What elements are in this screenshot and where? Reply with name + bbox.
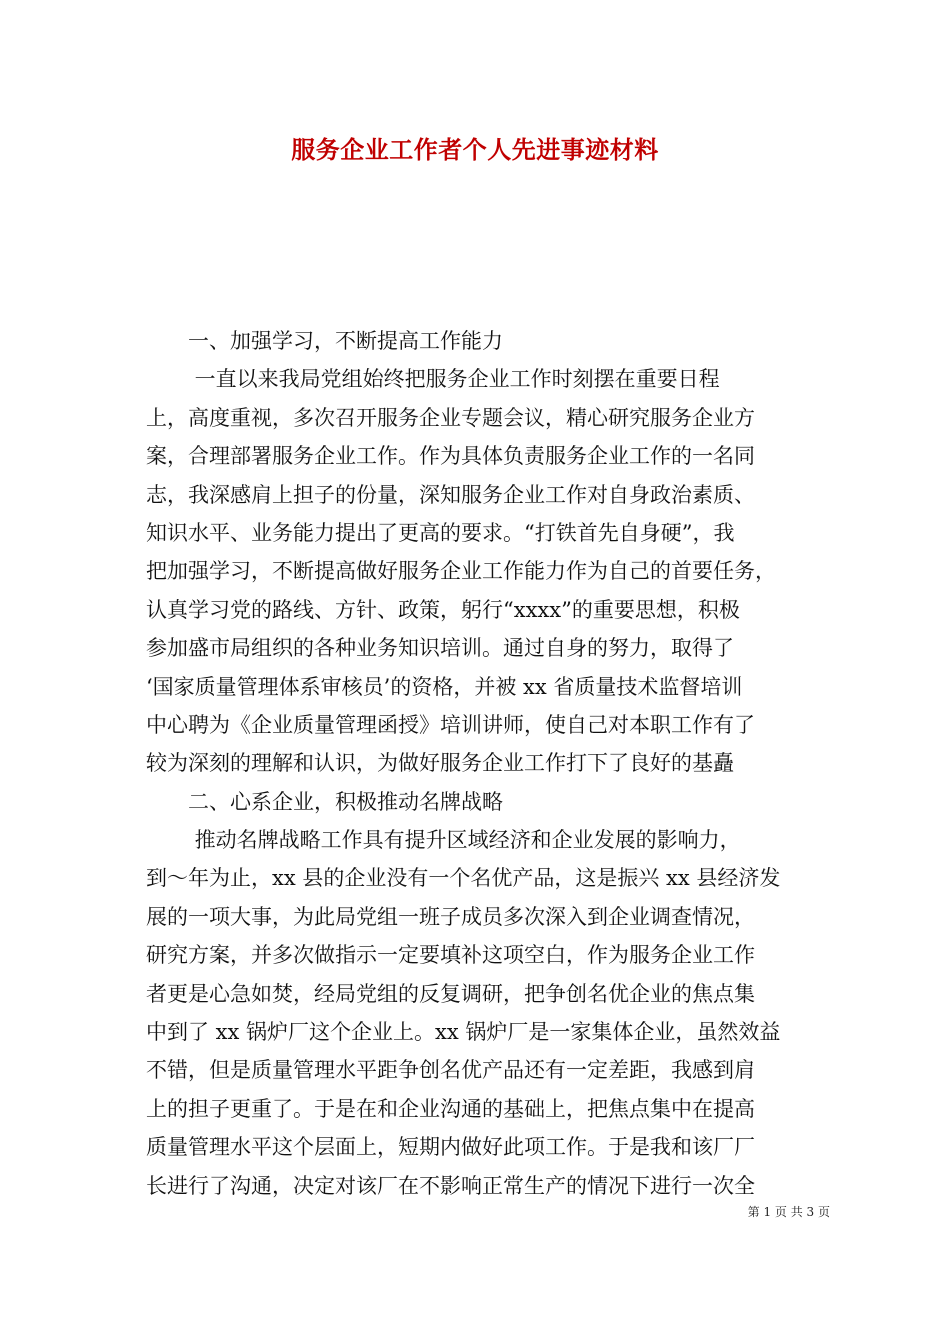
- paragraph-line: 者更是心急如焚，经局党组的反复调研，把争创名优企业的焦点集: [146, 981, 755, 1006]
- section-heading: 一、加强学习，不断提高工作能力: [146, 329, 503, 353]
- paragraph-line: 较为深刻的理解和认识，为做好服务企业工作打下了良好的基矗: [146, 751, 734, 776]
- paragraph-line: 展的一项大事，为此局党组一班子成员多次深入到企业调查情况，: [146, 904, 755, 929]
- paragraph-line: 参加盛市局组织的各种业务知识培训。通过自身的努力，取得了: [146, 636, 734, 661]
- document-title: 服务企业工作者个人先进事迹材料: [291, 135, 659, 164]
- paragraph-line: 认真学习党的路线、方针、政策，躬行“xxxx”的重要思想，积极: [146, 597, 740, 622]
- paragraph-line: 质量管理水平这个层面上，短期内做好此项工作。于是我和该厂厂: [146, 1135, 755, 1160]
- paragraph-line: 把加强学习，不断提高做好服务企业工作能力作为自己的首要任务，: [146, 559, 776, 584]
- paragraph-line: 案，合理部署服务企业工作。作为具体负责服务企业工作的一名同: [146, 444, 755, 469]
- paragraph-line: 知识水平、业务能力提出了更高的要求。“打铁首先自身硬”，我: [146, 520, 735, 545]
- document-body: [146, 322, 836, 1205]
- paragraph-line: 研究方案，并多次做指示一定要填补这项空白，作为服务企业工作: [146, 943, 755, 968]
- paragraph-line: 不错，但是质量管理水平距争创名优产品还有一定差距，我感到肩: [146, 1058, 755, 1083]
- paragraph-line: ‘国家质量管理体系审核员’的资格，并被 xx 省质量技术监督培训: [146, 674, 743, 699]
- paragraph-line: 长进行了沟通，决定对该厂在不影响正常生产的情况下进行一次全: [146, 1173, 755, 1198]
- paragraph-line: 中到了 xx 锅炉厂这个企业上。xx 锅炉厂是一家集体企业，虽然效益: [146, 1020, 781, 1045]
- paragraph-line: 一直以来我局党组始终把服务企业工作时刻摆在重要日程: [146, 367, 720, 392]
- section-heading: 二、心系企业，积极推动名牌战略: [146, 789, 503, 814]
- page-number-footer: 第 1 页 共 3 页: [747, 1205, 830, 1219]
- paragraph-line: 推动名牌战略工作具有提升区域经济和企业发展的影响力，: [146, 828, 741, 853]
- paragraph-line: 志，我深感肩上担子的份量，深知服务企业工作对自身政治素质、: [146, 482, 755, 507]
- paragraph-line: 到～年为止，xx 县的企业没有一个名优产品，这是振兴 xx 县经济发: [146, 866, 781, 891]
- paragraph-line: 上的担子更重了。于是在和企业沟通的基础上，把焦点集中在提高: [146, 1096, 755, 1121]
- paragraph-line: 中心聘为《企业质量管理函授》培训讲师，使自己对本职工作有了: [146, 712, 755, 737]
- paragraph-line: 上，高度重视，多次召开服务企业专题会议，精心研究服务企业方: [146, 405, 755, 430]
